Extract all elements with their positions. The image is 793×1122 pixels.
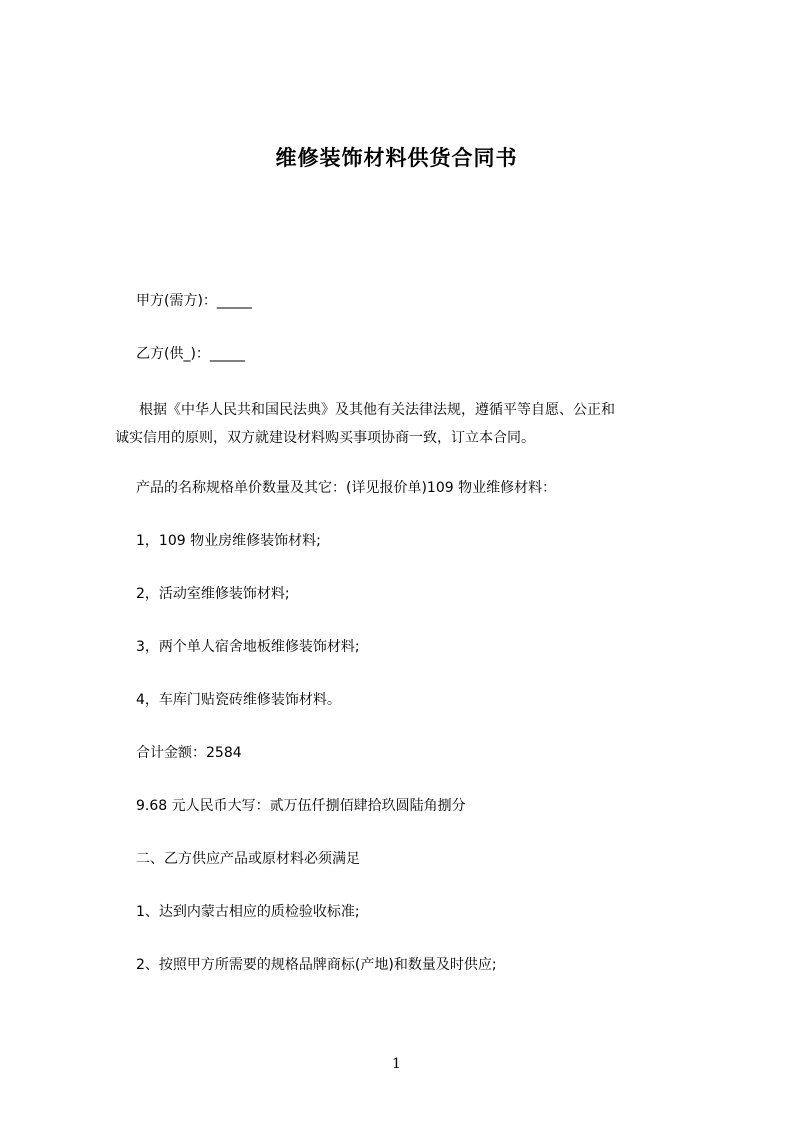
party-b-line: 乙方(供_)：_____ bbox=[136, 346, 245, 362]
list-item: 4，车库门贴瓷砖维修装饰材料。 bbox=[136, 692, 341, 708]
section-heading: 二、乙方供应产品或原材料必须满足 bbox=[136, 851, 360, 867]
list-item: 1，109 物业房维修装饰材料; bbox=[136, 533, 321, 549]
page-number: 1 bbox=[392, 1056, 401, 1072]
product-heading: 产品的名称规格单价数量及其它：(详见报价单)109 物业维修材料： bbox=[136, 480, 557, 496]
list-item: 1、达到内蒙古相应的质检验收标准; bbox=[136, 904, 360, 920]
party-a-line: 甲方(需方)：_____ bbox=[136, 293, 252, 309]
total-amount-words: 9.68 元人民币大写：贰万伍仟捌佰肆拾玖圆陆角捌分 bbox=[136, 798, 466, 814]
list-item: 2、按照甲方所需要的规格品牌商标(产地)和数量及时供应; bbox=[136, 957, 497, 973]
list-item: 3，两个单人宿舍地板维修装饰材料; bbox=[136, 639, 360, 655]
list-item: 2，活动室维修装饰材料; bbox=[136, 586, 290, 602]
total-amount: 合计金额：2584 bbox=[136, 745, 242, 761]
intro-paragraph: 根据《中华人民共和国民法典》及其他有关法律法规，遵循平等自愿、公正和诚实信用的原则，双方就建设材料购买事项协商一致，订立本合同。 bbox=[115, 402, 615, 446]
document-title: 维修装饰材料供货合同书 bbox=[275, 146, 518, 170]
